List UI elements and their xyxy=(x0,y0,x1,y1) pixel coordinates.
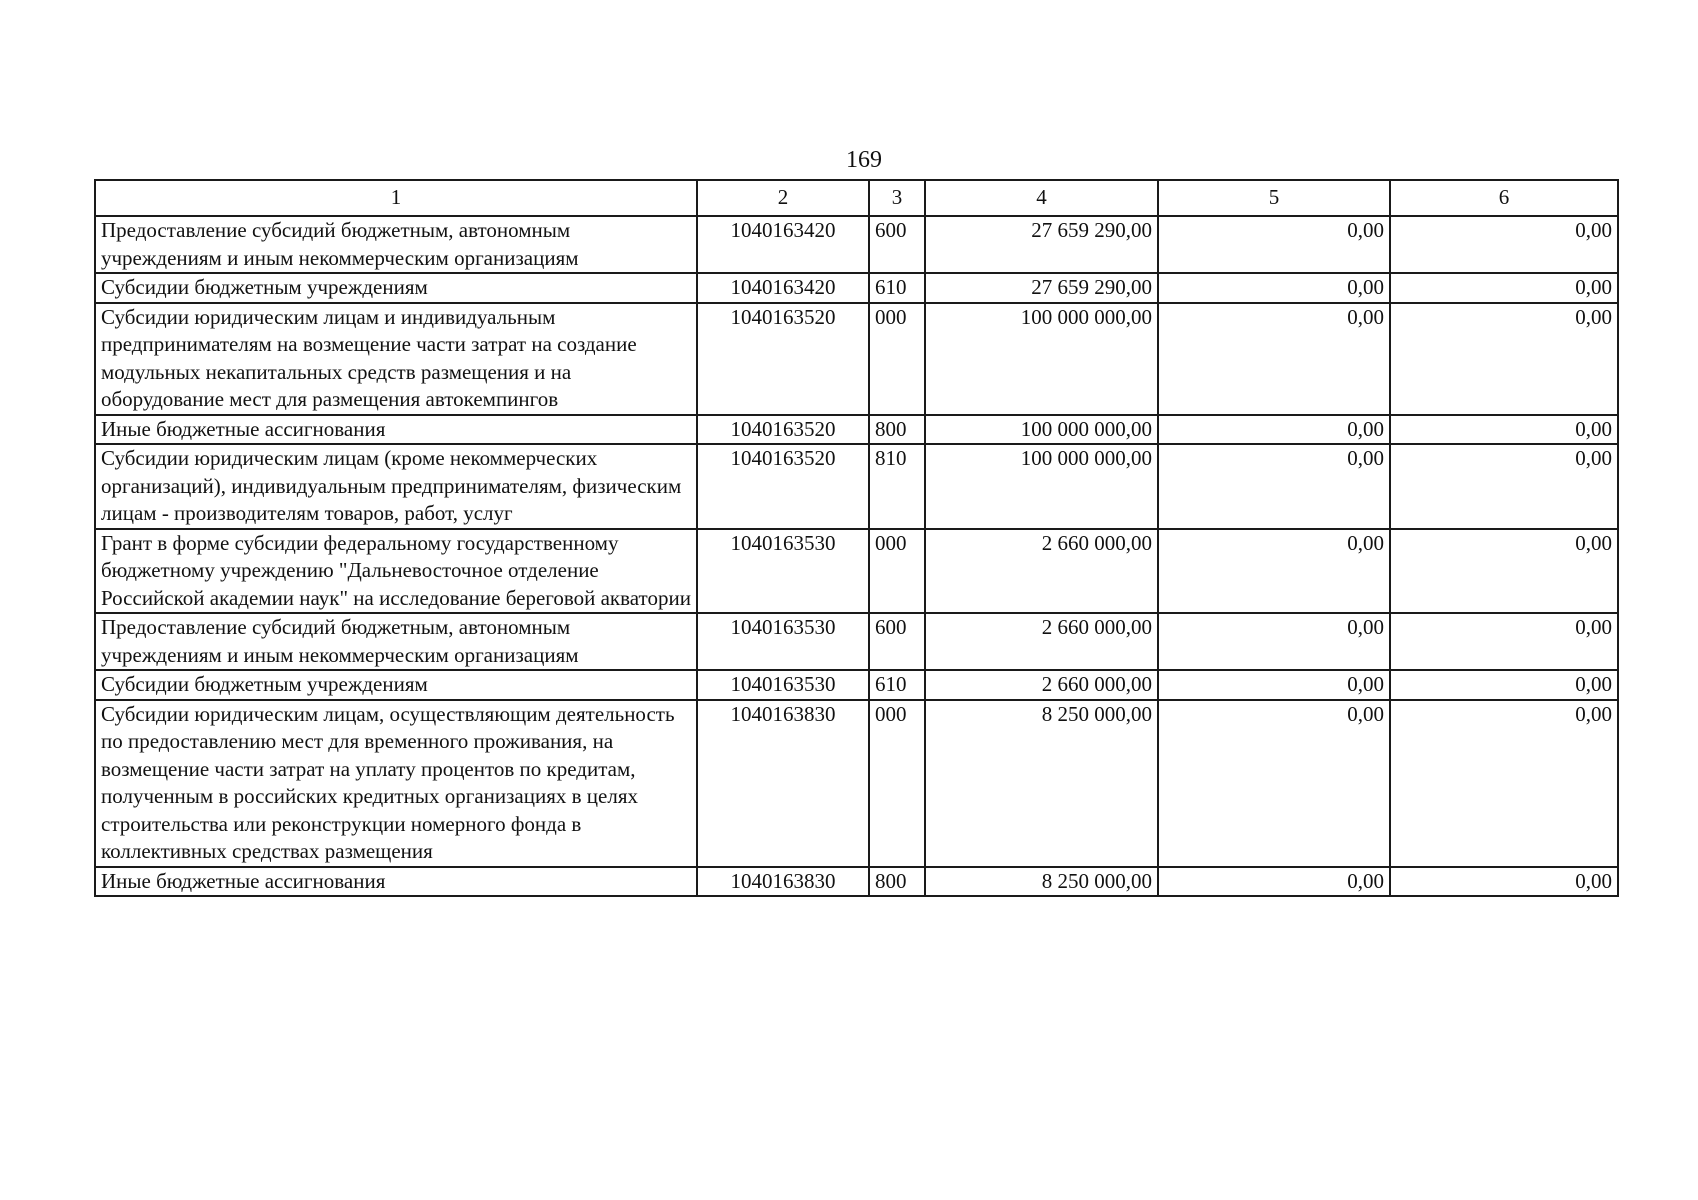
table-row xyxy=(95,613,1618,670)
row-value-6: 0,00 xyxy=(1390,444,1618,529)
row-code: 1040163520 xyxy=(697,444,869,529)
table-row xyxy=(95,700,1618,867)
page-number: 169 xyxy=(846,147,882,173)
row-kind: 000 xyxy=(869,303,925,415)
row-code: 1040163520 xyxy=(697,303,869,415)
row-kind: 610 xyxy=(869,273,925,303)
row-value-4: 27 659 290,00 xyxy=(925,216,1158,273)
row-value-5: 0,00 xyxy=(1158,444,1390,529)
row-kind: 800 xyxy=(869,415,925,445)
row-kind: 600 xyxy=(869,613,925,670)
row-value-4: 8 250 000,00 xyxy=(925,700,1158,867)
row-value-4: 100 000 000,00 xyxy=(925,444,1158,529)
table-row xyxy=(95,444,1618,529)
row-name: Субсидии юридическим лицам и индивидуальным предпринимателям на возмещение части затрат на создание модульных некапитальных средств размещения и на оборудование мест для размещения автокемпингов xyxy=(95,303,697,415)
row-code: 1040163520 xyxy=(697,415,869,445)
row-name: Субсидии юридическим лицам (кроме некоммерческих организаций), индивидуальным предпринимателям, физическим лицам - производителям товаров, работ, услуг xyxy=(95,444,697,529)
table-body xyxy=(95,216,1618,896)
row-value-4: 8 250 000,00 xyxy=(925,867,1158,897)
table-row xyxy=(95,670,1618,700)
table-row xyxy=(95,529,1618,614)
row-value-5: 0,00 xyxy=(1158,867,1390,897)
row-value-4: 2 660 000,00 xyxy=(925,613,1158,670)
row-name: Субсидии юридическим лицам, осуществляющим деятельность по предоставлению мест для временного проживания, на возмещение части затрат на уплату процентов по кредитам, полученным в российских кредитных организациях в целях строительства или реконструкции номерного фонда в коллективных средствах размещения xyxy=(95,700,697,867)
table-row xyxy=(95,303,1618,415)
column-header-1: 1 xyxy=(95,180,697,216)
row-value-4: 100 000 000,00 xyxy=(925,303,1158,415)
column-header-6: 6 xyxy=(1390,180,1618,216)
row-kind: 810 xyxy=(869,444,925,529)
row-value-6: 0,00 xyxy=(1390,700,1618,867)
row-name: Иные бюджетные ассигнования xyxy=(95,867,697,897)
row-value-5: 0,00 xyxy=(1158,415,1390,445)
column-header-2: 2 xyxy=(697,180,869,216)
row-value-4: 27 659 290,00 xyxy=(925,273,1158,303)
row-value-4: 2 660 000,00 xyxy=(925,670,1158,700)
row-value-6: 0,00 xyxy=(1390,867,1618,897)
table-row xyxy=(95,273,1618,303)
table-header xyxy=(95,180,1618,216)
row-value-6: 0,00 xyxy=(1390,670,1618,700)
row-code: 1040163530 xyxy=(697,670,869,700)
row-value-6: 0,00 xyxy=(1390,273,1618,303)
row-value-4: 2 660 000,00 xyxy=(925,529,1158,614)
table-row xyxy=(95,216,1618,273)
row-value-5: 0,00 xyxy=(1158,216,1390,273)
row-code: 1040163420 xyxy=(697,216,869,273)
row-name: Предоставление субсидий бюджетным, автономным учреждениям и иным некоммерческим организациям xyxy=(95,613,697,670)
column-header-5: 5 xyxy=(1158,180,1390,216)
row-value-6: 0,00 xyxy=(1390,613,1618,670)
row-name: Предоставление субсидий бюджетным, автономным учреждениям и иным некоммерческим организациям xyxy=(95,216,697,273)
column-header-3: 3 xyxy=(869,180,925,216)
table-row xyxy=(95,867,1618,897)
row-code: 1040163420 xyxy=(697,273,869,303)
row-value-4: 100 000 000,00 xyxy=(925,415,1158,445)
row-value-5: 0,00 xyxy=(1158,303,1390,415)
row-name: Субсидии бюджетным учреждениям xyxy=(95,273,697,303)
row-kind: 600 xyxy=(869,216,925,273)
row-kind: 800 xyxy=(869,867,925,897)
row-code: 1040163830 xyxy=(697,700,869,867)
row-value-5: 0,00 xyxy=(1158,613,1390,670)
row-code: 1040163530 xyxy=(697,613,869,670)
header-row xyxy=(95,180,1618,216)
row-value-6: 0,00 xyxy=(1390,303,1618,415)
row-code: 1040163830 xyxy=(697,867,869,897)
column-header-4: 4 xyxy=(925,180,1158,216)
row-name: Грант в форме субсидии федеральному государственному бюджетному учреждению "Дальневосточное отделение Российской академии наук" на исследование береговой акватории xyxy=(95,529,697,614)
row-kind: 000 xyxy=(869,529,925,614)
row-kind: 610 xyxy=(869,670,925,700)
row-value-5: 0,00 xyxy=(1158,700,1390,867)
row-value-5: 0,00 xyxy=(1158,529,1390,614)
row-kind: 000 xyxy=(869,700,925,867)
row-value-5: 0,00 xyxy=(1158,273,1390,303)
row-value-6: 0,00 xyxy=(1390,216,1618,273)
row-name: Иные бюджетные ассигнования xyxy=(95,415,697,445)
budget-table xyxy=(94,179,1619,897)
row-value-6: 0,00 xyxy=(1390,415,1618,445)
row-code: 1040163530 xyxy=(697,529,869,614)
row-name: Субсидии бюджетным учреждениям xyxy=(95,670,697,700)
row-value-5: 0,00 xyxy=(1158,670,1390,700)
row-value-6: 0,00 xyxy=(1390,529,1618,614)
table-row xyxy=(95,415,1618,445)
